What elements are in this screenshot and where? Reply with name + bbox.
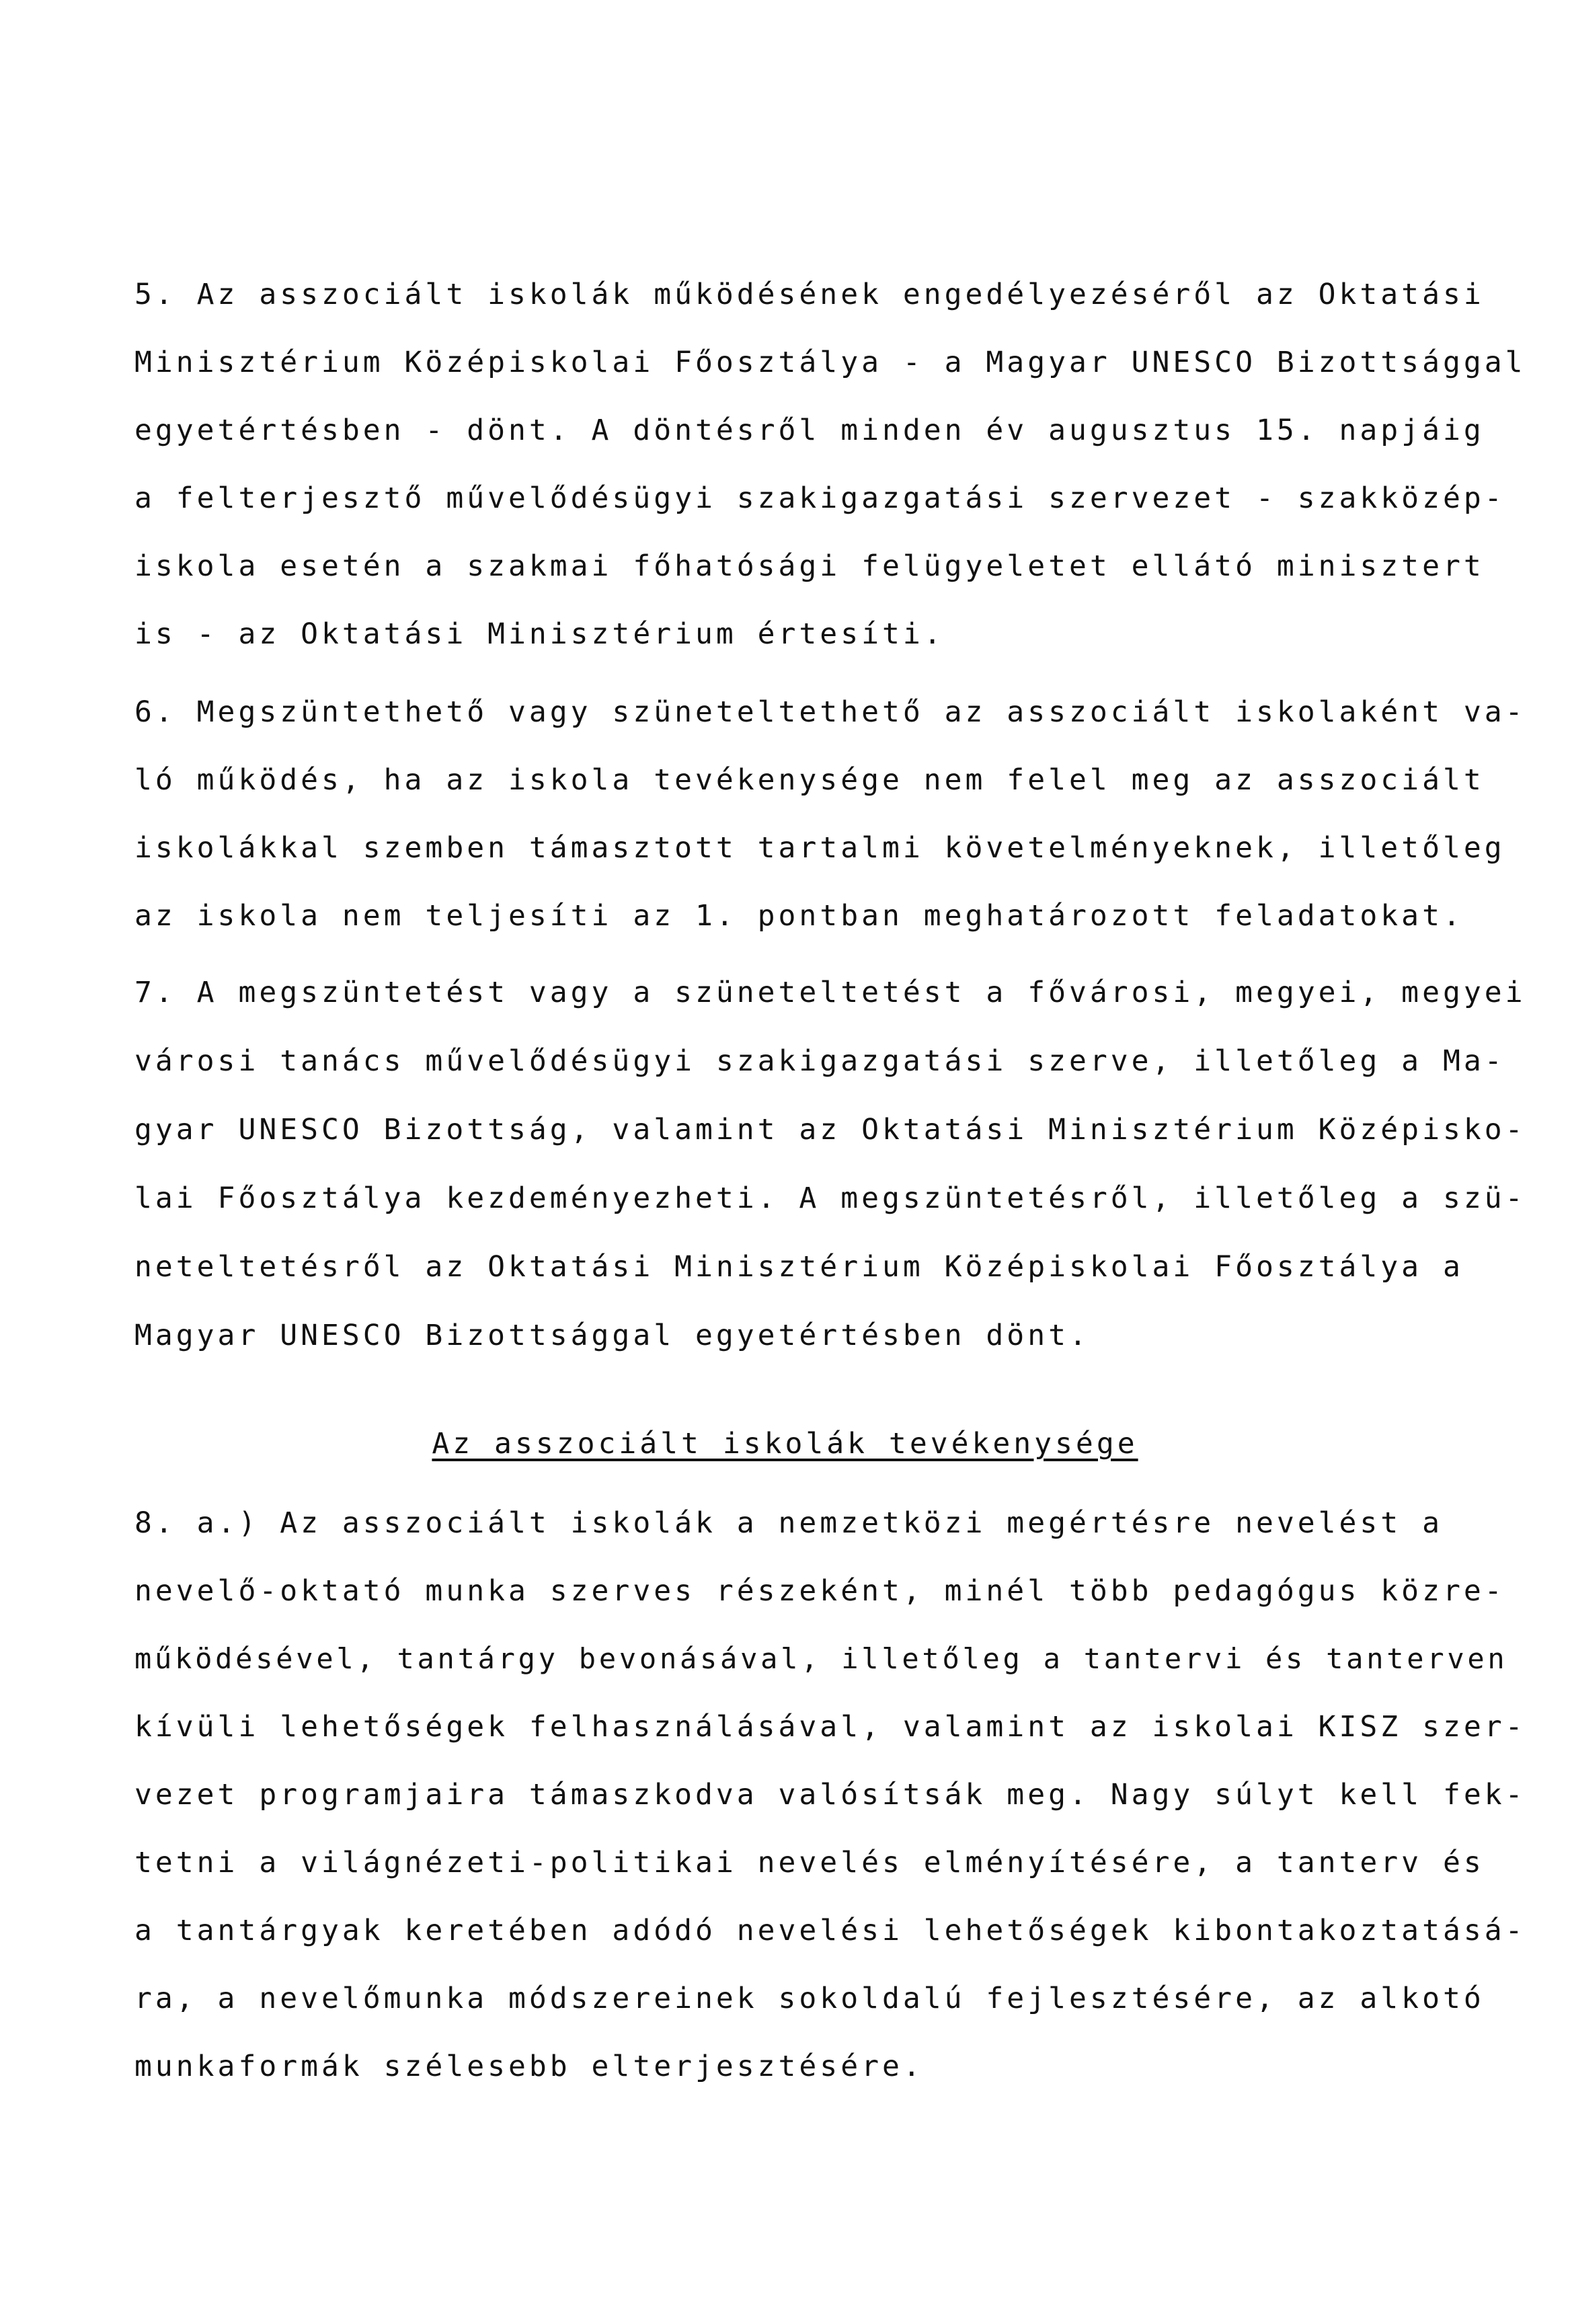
text-line: 5. Az asszociált iskolák működésének engedélyezéséről az Oktatási <box>134 278 1485 311</box>
text-line: ló működés, ha az iskola tevékenysége nem felel meg az asszociált <box>134 763 1485 797</box>
text-line: is - az Oktatási Minisztérium értesíti. <box>134 617 945 651</box>
text-line: tetni a világnézeti-politikai nevelés elményítésére, a tanterv és <box>134 1846 1485 1880</box>
text-line: neteltetésről az Oktatási Minisztérium Középiskolai Főosztálya a <box>134 1250 1464 1284</box>
text-line: 7. A megszüntetést vagy a szüneteltetést a fővárosi, megyei, megyei <box>134 976 1526 1009</box>
text-line: kívüli lehetőségek felhasználásával, valamint az iskolai KISZ szer- <box>134 1710 1526 1744</box>
text-line: 6. Megszüntethető vagy szüneteltethető az asszociált iskolaként va- <box>134 695 1526 729</box>
text-line: gyar UNESCO Bizottság, valamint az Oktatási Minisztérium Középisko- <box>134 1113 1526 1147</box>
text-line: az iskola nem teljesíti az 1. pontban meghatározott feladatokat. <box>134 899 1464 933</box>
text-line: Minisztérium Középiskolai Főosztálya - a Magyar UNESCO Bizottsággal <box>134 346 1526 379</box>
text-line: lai Főosztálya kezdeményezheti. A megszüntetésről, illetőleg a szü- <box>134 1182 1526 1215</box>
text-line: vezet programjaira támaszkodva valósítsák meg. Nagy súlyt kell fek- <box>134 1778 1526 1812</box>
section-heading: Az asszociált iskolák tevékenysége <box>432 1427 1138 1461</box>
text-line: iskolákkal szemben támasztott tartalmi követelményeknek, illetőleg <box>134 831 1505 865</box>
text-line: nevelő-oktató munka szerves részeként, minél több pedagógus közre- <box>134 1574 1505 1608</box>
text-line: városi tanács művelődésügyi szakigazgatási szerve, illetőleg a Ma- <box>134 1044 1505 1078</box>
text-line: egyetértésben - dönt. A döntésről minden év augusztus 15. napjáig <box>134 414 1485 447</box>
text-line: a tantárgyak keretében adódó nevelési lehetőségek kibontakoztatásá- <box>134 1914 1526 1947</box>
text-line: ra, a nevelőmunka módszereinek sokoldalú fejlesztésére, az alkotó <box>134 1982 1485 2015</box>
text-line: a felterjesztő művelődésügyi szakigazgatási szervezet - szakközép- <box>134 481 1505 515</box>
text-line: Magyar UNESCO Bizottsággal egyetértésben dönt. <box>134 1319 1090 1352</box>
text-line: 8. a.) Az asszociált iskolák a nemzetközi megértésre nevelést a <box>134 1506 1443 1540</box>
text-line: iskola esetén a szakmai főhatósági felügyeletet ellátó minisztert <box>134 549 1485 583</box>
text-line: működésével, tantárgy bevonásával, illetőleg a tantervi és tanterven <box>134 1642 1508 1675</box>
text-line: munkaformák szélesebb elterjesztésére. <box>134 2050 924 2083</box>
